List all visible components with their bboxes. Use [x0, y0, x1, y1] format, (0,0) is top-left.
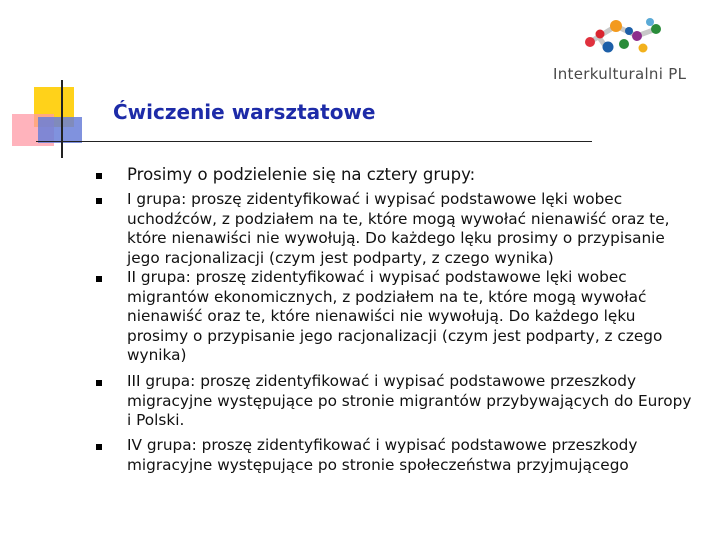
title-underline — [36, 141, 592, 142]
slide-title: Ćwiczenie warsztatowe — [113, 100, 376, 124]
bullet-icon — [96, 444, 102, 450]
bullet-icon — [96, 173, 102, 179]
list-item-text: I grupa: proszę zidentyfikować i wypisać podstawowe lęki wobec uchodźców, z podziałem na te, które mogą wywołać nienawiść oraz te, które nienawiści nie wywołują. Do każdego lęku prosimy o przypisanie jego racjonalizacji (czym jest podparty, z czego wynika) — [127, 190, 670, 267]
bullet-icon — [96, 380, 102, 386]
list-item-text: Prosimy o podzielenie się na cztery grupy: — [127, 165, 476, 184]
list-item-text: III grupa: proszę zidentyfikować i wypisać podstawowe przeszkody migracyjne występujące po stronie migrantów przybywających do Europy i Polski. — [127, 372, 692, 429]
decor-blue-square — [38, 117, 82, 143]
list-item-text: II grupa: proszę zidentyfikować i wypisać podstawowe lęki wobec migrantów ekonomicznych, z podziałem na te, które mogą wywołać nienawiść oraz te, które nienawiści nie wywołują. Do każdego lęku prosimy o przypisanie jego racjonalizacji (czym jest podparty, z czego wynika) — [127, 268, 663, 364]
bullet-icon — [96, 276, 102, 282]
bullet-icon — [96, 198, 102, 204]
logo-text: Interkulturalni PL — [553, 65, 687, 83]
list-item-text: IV grupa: proszę zidentyfikować i wypisać podstawowe przeszkody migracyjne występujące po stronie społeczeństwa przyjmującego — [127, 436, 638, 474]
decor-vertical-line — [61, 80, 63, 158]
